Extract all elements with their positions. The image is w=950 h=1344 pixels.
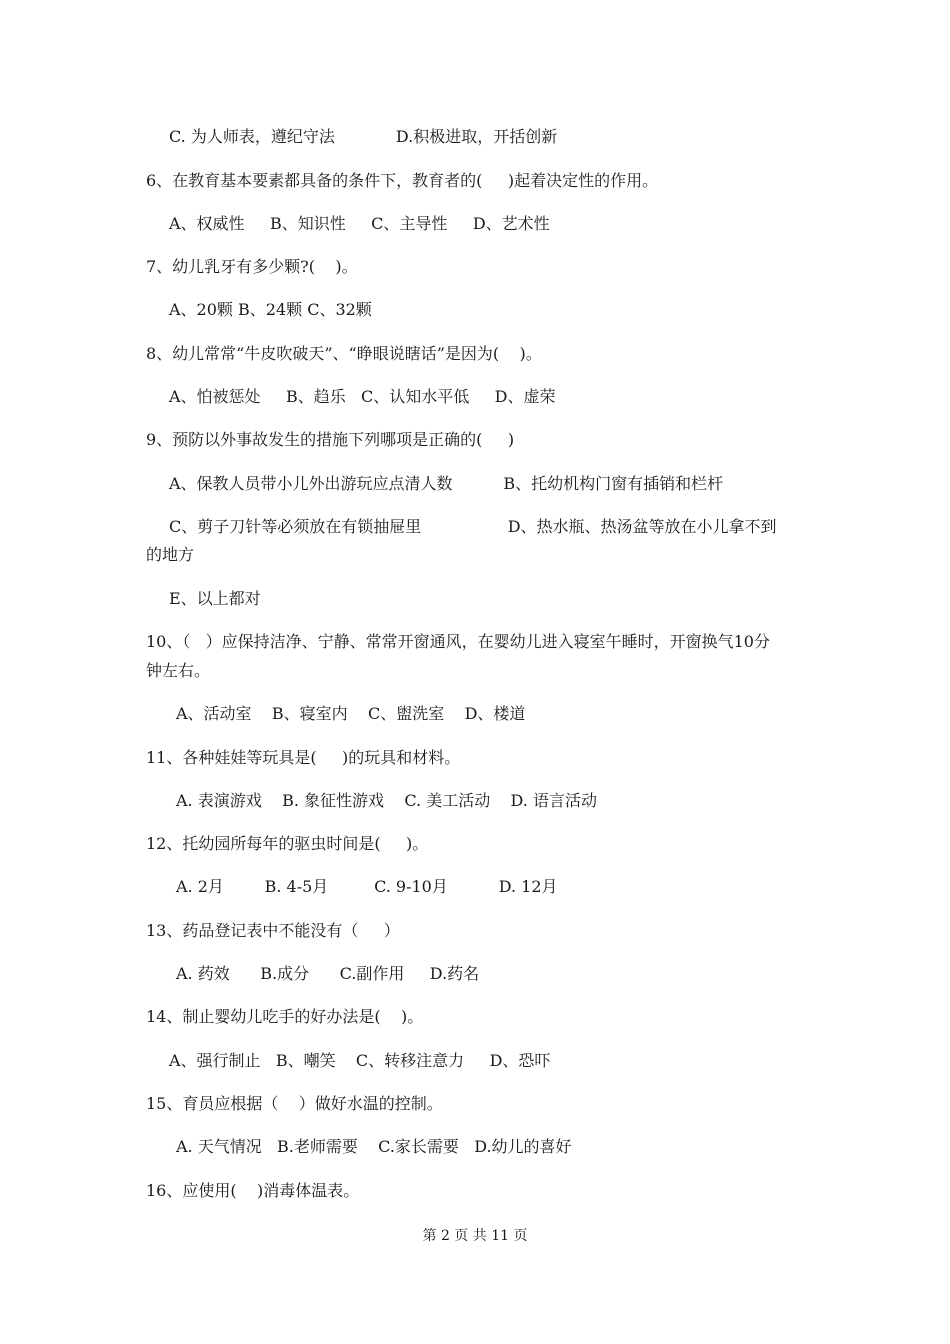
q13-options: A. 药效 B.成分 C.副作用 D.药名	[176, 964, 480, 983]
q9-options-cd-cont: 的地方	[146, 545, 195, 564]
q9-options-ab: A、保教人员带小儿外出游玩应点清人数 B、托幼机构门窗有插销和栏杆	[169, 474, 724, 493]
q6-options: A、权威性 B、知识性 C、主导性 D、艺术性	[169, 214, 550, 233]
q10-text: 10、（ ）应保持洁净、宁静、常常开窗通风，在婴幼儿进入寝室午睡时，开窗换气10分	[146, 632, 770, 651]
q9-option-e: E、以上都对	[169, 589, 261, 608]
page-footer: 第 2 页 共 11 页	[422, 1228, 528, 1244]
q14-options: A、强行制止 B、嘲笑 C、转移注意力 D、恐吓	[169, 1051, 551, 1070]
q13-text: 13、药品登记表中不能没有（ ）	[146, 921, 400, 940]
q10-options: A、活动室 B、寝室内 C、盥洗室 D、楼道	[176, 704, 526, 723]
q15-text: 15、育员应根据（ ）做好水温的控制。	[146, 1094, 443, 1113]
q7-options: A、20颗 B、24颗 C、32颗	[169, 300, 372, 319]
q12-text: 12、托幼园所每年的驱虫时间是( )。	[146, 834, 429, 853]
q15-options: A. 天气情况 B.老师需要 C.家长需要 D.幼儿的喜好	[176, 1137, 572, 1156]
q11-text: 11、各种娃娃等玩具是( )的玩具和材料。	[146, 748, 461, 767]
q14-text: 14、制止婴幼儿吃手的好办法是( )。	[146, 1007, 424, 1026]
q9-options-cd: C、剪子刀针等必须放在有锁抽屉里 D、热水瓶、热汤盆等放在小儿拿不到	[169, 517, 777, 536]
q6-text: 6、在教育基本要素都具备的条件下，教育者的( )起着决定性的作用。	[146, 171, 659, 190]
q11-options: A. 表演游戏 B. 象征性游戏 C. 美工活动 D. 语言活动	[176, 791, 597, 810]
q8-text: 8、幼儿常常“牛皮吹破天”、“睁眼说瞎话”是因为( )。	[146, 344, 542, 363]
q9-text: 9、预防以外事故发生的措施下列哪项是正确的( )	[146, 430, 515, 449]
q8-options: A、怕被惩处 B、趋乐 C、认知水平低 D、虚荣	[169, 387, 556, 406]
q16-text: 16、应使用( )消毒体温表。	[146, 1181, 360, 1200]
q10-text-cont: 钟左右。	[146, 661, 211, 680]
q5-options-cd: C. 为人师表，遵纪守法 D.积极进取，开括创新	[169, 127, 558, 146]
q7-text: 7、幼儿乳牙有多少颗?( )。	[146, 257, 358, 276]
q12-options: A. 2月 B. 4-5月 C. 9-10月 D. 12月	[176, 877, 558, 896]
